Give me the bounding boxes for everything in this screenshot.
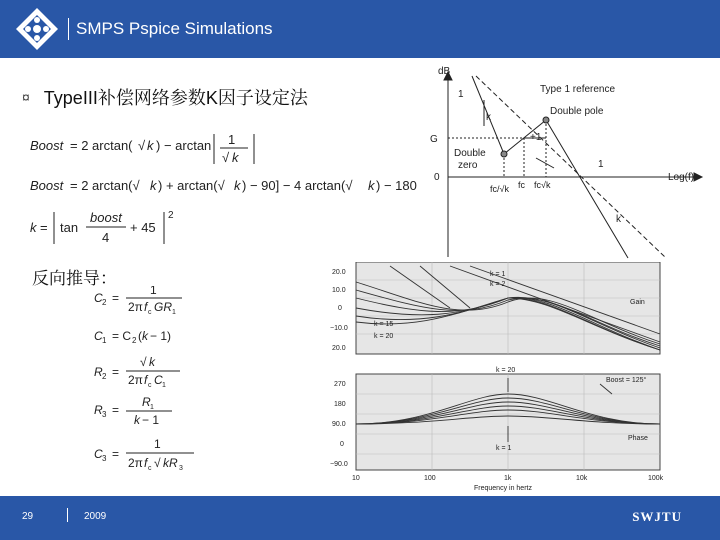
k-label-upper: k [486, 112, 491, 123]
bullet-icon: ¤ [22, 89, 30, 105]
svg-text:R: R [94, 365, 103, 379]
svg-text:k: k [234, 178, 241, 193]
svg-text:− 1): − 1) [150, 329, 172, 343]
svg-text:R: R [142, 395, 151, 409]
svg-text:= C: = C [112, 329, 132, 343]
svg-text:f: f [144, 373, 148, 387]
bullet-text: TypeIII补偿网络参数K因子设定法 [43, 88, 308, 108]
gain-ytick-0: 20.0 [332, 269, 346, 276]
svg-text:k: k [232, 150, 239, 165]
svg-text:c: c [148, 382, 152, 389]
university-logo-icon [14, 6, 60, 52]
svg-text:C: C [94, 291, 103, 305]
svg-text:c: c [148, 309, 152, 316]
phase-ytick-2: 90.0 [332, 421, 346, 428]
svg-text:1: 1 [102, 336, 107, 345]
svg-text:k: k [149, 355, 155, 369]
slope-one-label-lower: 1 [598, 159, 604, 170]
phase-label: Phase [628, 435, 648, 442]
svg-text:√: √ [154, 456, 161, 470]
svg-text:2: 2 [132, 336, 137, 345]
svg-text:2π: 2π [128, 456, 143, 470]
svg-text:GR: GR [154, 300, 172, 314]
svg-text:− 1: − 1 [142, 413, 160, 427]
k-label-lower: k [616, 214, 621, 225]
double-pole-label: Double pole [550, 106, 604, 117]
svg-text:1: 1 [228, 132, 236, 147]
svg-text:C: C [94, 329, 103, 343]
svg-text:3: 3 [102, 410, 107, 419]
svg-text:=: = [112, 365, 120, 379]
svg-text:=: = [40, 220, 48, 235]
svg-text:(: ( [138, 329, 142, 343]
phase-ytick-4: −90.0 [330, 461, 348, 468]
svg-text:= 2 arctan(√: = 2 arctan(√ [70, 178, 140, 193]
slide-header [0, 0, 720, 58]
gain-label-k20: k = 20 [374, 333, 394, 340]
phase-label-k1: k = 1 [496, 445, 512, 452]
component-formulas [90, 286, 240, 486]
svg-text:=: = [112, 447, 120, 461]
svg-text:C: C [154, 373, 163, 387]
svg-text:) + arctan(√: ) + arctan(√ [158, 178, 225, 193]
phase-label-k20: k = 20 [496, 367, 516, 374]
svg-text:k: k [150, 178, 157, 193]
svg-text:R: R [94, 403, 103, 417]
phase-ytick-1: 180 [334, 401, 346, 408]
double-zero-label-1: Double [454, 148, 486, 159]
svg-text:c: c [148, 465, 152, 472]
svg-text:2π: 2π [128, 300, 143, 314]
double-zero-label-2: zero [458, 160, 478, 171]
svg-text:k: k [134, 413, 140, 427]
gain-ytick-4: 20.0 [332, 345, 346, 352]
gain-ytick-1: 10.0 [332, 287, 346, 294]
svg-text:k: k [142, 329, 148, 343]
svg-text:) − 180: ) − 180 [376, 178, 417, 193]
phase-ytick-3: 0 [340, 441, 344, 448]
svg-text:1: 1 [162, 382, 166, 389]
page-number: 29 [22, 511, 34, 522]
header-divider [68, 18, 69, 40]
svg-text:kR: kR [163, 456, 178, 470]
phase-xtick-4: 100k [648, 475, 664, 482]
svg-text:3: 3 [179, 465, 183, 472]
fc-over-rootk-label: fc/√k [490, 184, 509, 194]
svg-text:1: 1 [172, 309, 176, 316]
gain-ytick-3: −10.0 [330, 325, 348, 332]
svg-text:k: k [147, 138, 154, 153]
zero-label: 0 [434, 172, 440, 183]
phase-xtick-1: 100 [424, 475, 436, 482]
asymptote-diagram [418, 62, 708, 262]
svg-text:√: √ [140, 355, 147, 369]
svg-text:+ 45: + 45 [130, 220, 156, 235]
svg-text:1: 1 [150, 404, 154, 411]
svg-text:4: 4 [102, 230, 110, 245]
svg-text:2: 2 [102, 298, 107, 307]
slide-footer [0, 496, 720, 540]
svg-text:2: 2 [102, 372, 107, 381]
svg-text:=: = [112, 291, 120, 305]
svg-text:1: 1 [154, 437, 161, 451]
gain-label-k1: k = 1 [490, 271, 506, 278]
gain-label: Gain [630, 299, 645, 306]
type1-reference-label: Type 1 reference [540, 84, 616, 95]
svg-text:) − arctan: ) − arctan [156, 138, 212, 153]
phase-xtick-3: 10k [576, 475, 588, 482]
svg-text:tan: tan [60, 220, 79, 235]
svg-text:2π: 2π [128, 373, 143, 387]
slope-one-label: 1 [458, 89, 464, 100]
svg-text:√: √ [222, 150, 230, 165]
footer-year: 2009 [84, 511, 107, 522]
svg-text:) − 90] − 4 arctan(√: ) − 90] − 4 arctan(√ [242, 178, 353, 193]
g-label: G [430, 134, 438, 145]
svg-text:boost: boost [90, 210, 122, 225]
svg-text:=: = [112, 403, 120, 417]
svg-text:f: f [144, 456, 148, 470]
boost-formulas [26, 124, 426, 254]
phase-xlabel: Frequency in hertz [474, 485, 532, 492]
phase-ytick-0: 270 [334, 381, 346, 388]
svg-text:2: 2 [168, 210, 174, 221]
svg-text:Boost: Boost [30, 178, 64, 193]
gain-plot [330, 262, 666, 358]
phase-boost-label: Boost = 125° [606, 377, 647, 384]
bullet-line [22, 84, 308, 110]
formula-boost-1-lhs: Boost [30, 138, 64, 153]
phase-plot [330, 366, 666, 494]
svg-text:k: k [368, 178, 375, 193]
slide-title: SMPS Pspice Simulations [76, 19, 273, 38]
svg-text:f: f [144, 300, 148, 314]
svg-text:1: 1 [150, 286, 157, 297]
gain-label-k2: k = 2 [490, 281, 506, 288]
svg-text:√: √ [138, 138, 146, 153]
section-heading: 反向推导： [32, 269, 117, 288]
svg-text:3: 3 [102, 454, 107, 463]
phase-xtick-0: 10 [352, 475, 360, 482]
axis-db-label: dB [438, 66, 451, 77]
axis-logf-label: Log(f) [668, 172, 695, 183]
svg-text:C: C [94, 447, 103, 461]
footer-divider [67, 508, 68, 522]
footer-brand: SWJTU [632, 509, 682, 524]
gain-ytick-2: 0 [338, 305, 342, 312]
svg-text:k: k [30, 220, 37, 235]
fc-rootk-label: fc√k [534, 180, 551, 190]
phase-xtick-2: 1k [504, 475, 512, 482]
fc-label: fc [518, 180, 526, 190]
plus-one-label: +1 [530, 132, 542, 143]
svg-text:= 2 arctan(: = 2 arctan( [70, 138, 133, 153]
gain-label-k15: k = 15 [374, 321, 394, 328]
